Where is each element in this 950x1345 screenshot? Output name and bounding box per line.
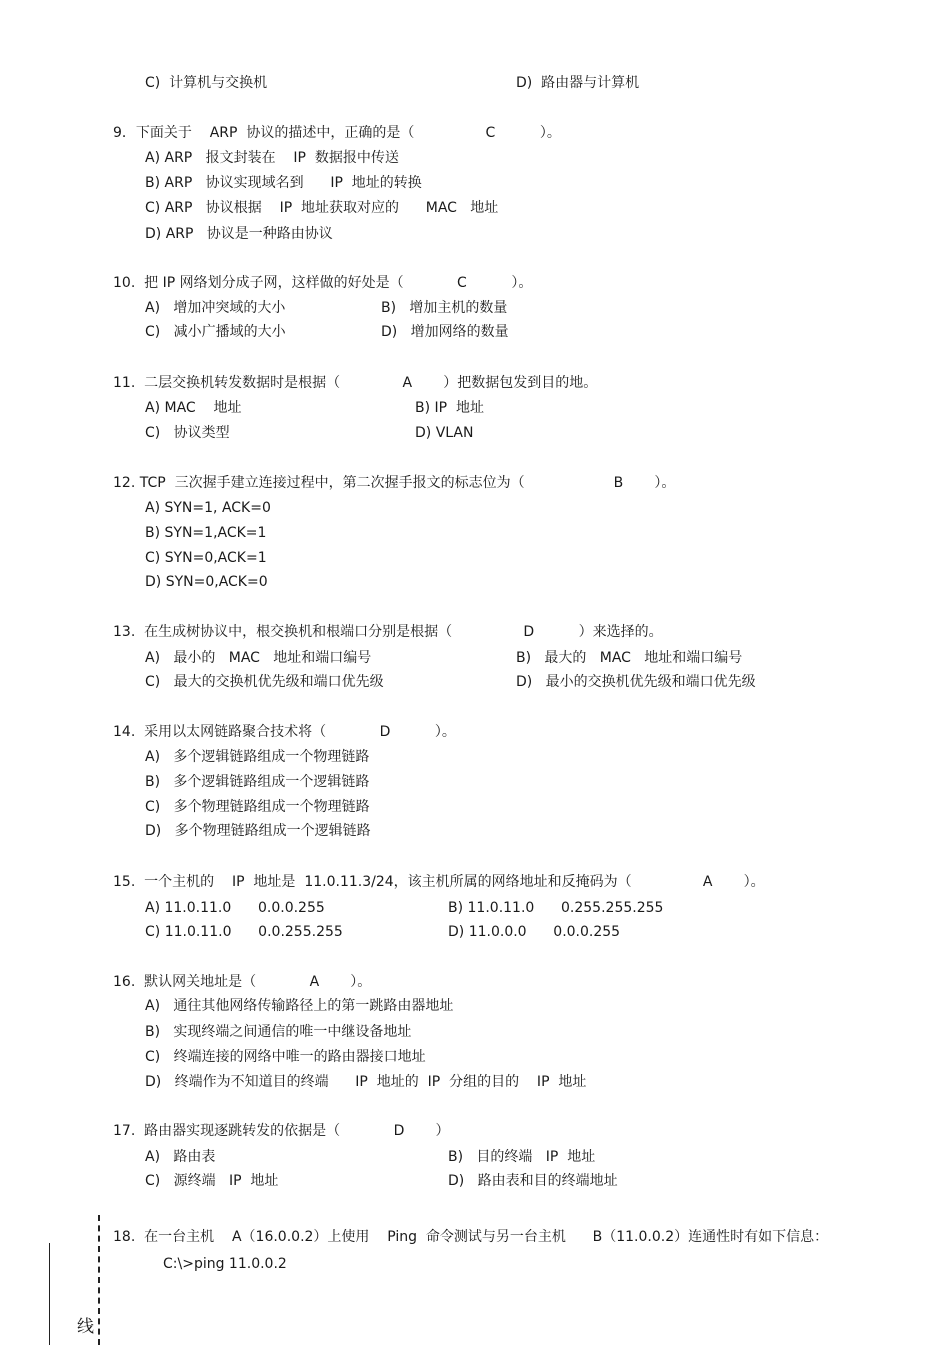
q8-option-c: C) 计算机与交换机 [145, 75, 268, 91]
q12-option-d: D) SYN=0,ACK=0 [145, 574, 268, 590]
q14-option-c: C) 多个物理链路组成一个物理链路 [145, 799, 370, 815]
q9-option-c: C) ARP 协议根据 IP 地址获取对应的 MAC 地址 [145, 200, 499, 216]
q10-stem: 10. 把 IP 网络划分成子网，这样做的好处是（ C ）。 [113, 275, 533, 291]
q14-option-b: B) 多个逻辑链路组成一个逻辑链路 [145, 774, 370, 790]
q13-option-a: A) 最小的 MAC 地址和端口编号 [145, 650, 372, 666]
q15-option-a: A) 11.0.11.0 0.0.0.255 [145, 900, 325, 916]
q17-option-d: D) 路由表和目的终端地址 [448, 1173, 618, 1189]
q13-option-d: D) 最小的交换机优先级和端口优先级 [516, 674, 756, 690]
q16-option-d: D) 终端作为不知道目的终端 IP 地址的 IP 分组的目的 IP 地址 [145, 1074, 587, 1090]
q17-option-a: A) 路由表 [145, 1149, 216, 1165]
q15-stem: 15. 一个主机的 IP 地址是 11.0.11.3/24，该主机所属的网络地址和反掩码为（ A ）。 [113, 874, 765, 890]
binding-cut-line [98, 1215, 100, 1345]
q11-option-d: D) VLAN [415, 425, 474, 441]
q10-option-b: B) 增加主机的数量 [381, 300, 508, 316]
q12-option-a: A) SYN=1, ACK=0 [145, 500, 271, 516]
q15-option-c: C) 11.0.11.0 0.0.255.255 [145, 924, 343, 940]
q18-stem: 18. 在一台主机 A（16.0.0.2）上使用 Ping 命令测试与另一台主机 B（11.0.0.2）连通性时有如下信息： [113, 1229, 829, 1245]
q14-stem: 14. 采用以太网链路聚合技术将（ D ）。 [113, 724, 456, 740]
q11-stem: 11. 二层交换机转发数据时是根据（ A ）把数据包发到目的地。 [113, 375, 598, 391]
q11-option-c: C) 协议类型 [145, 425, 230, 441]
q17-option-c: C) 源终端 IP 地址 [145, 1173, 279, 1189]
q8-option-d: D) 路由器与计算机 [516, 75, 640, 91]
q16-option-b: B) 实现终端之间通信的唯一中继设备地址 [145, 1024, 412, 1040]
q10-option-a: A) 增加冲突域的大小 [145, 300, 286, 316]
q14-option-a: A) 多个逻辑链路组成一个物理链路 [145, 749, 370, 765]
q12-option-b: B) SYN=1,ACK=1 [145, 525, 267, 541]
q17-stem: 17. 路由器实现逐跳转发的依据是（ D ） [113, 1123, 450, 1139]
q12-stem: 12. TCP 三次握手建立连接过程中，第二次握手报文的标志位为（ B ）。 [113, 475, 676, 491]
q13-option-b: B) 最大的 MAC 地址和端口编号 [516, 650, 743, 666]
q14-option-d: D) 多个物理链路组成一个逻辑链路 [145, 823, 371, 839]
q9-stem: 9．下面关于 ARP 协议的描述中，正确的是（ C ）。 [113, 125, 561, 141]
q15-option-b: B) 11.0.11.0 0.255.255.255 [448, 900, 664, 916]
binding-margin-line [49, 1243, 50, 1345]
q13-stem: 13. 在生成树协议中，根交换机和根端口分别是根据（ D ）来选择的。 [113, 624, 663, 640]
q13-option-c: C) 最大的交换机优先级和端口优先级 [145, 674, 384, 690]
q9-option-b: B) ARP 协议实现域名到 IP 地址的转换 [145, 175, 422, 191]
q16-option-a: A) 通往其他网络传输路径上的第一跳路由器地址 [145, 998, 454, 1014]
q11-option-a: A) MAC 地址 [145, 400, 242, 416]
q18-command: C:\>ping 11.0.0.2 [163, 1256, 287, 1272]
q16-option-c: C) 终端连接的网络中唯一的路由器接口地址 [145, 1049, 426, 1065]
q10-option-c: C) 减小广播域的大小 [145, 324, 286, 340]
q16-stem: 16. 默认网关地址是（ A ）。 [113, 974, 372, 990]
q9-option-d: D) ARP 协议是一种路由协议 [145, 226, 333, 242]
q15-option-d: D) 11.0.0.0 0.0.0.255 [448, 924, 621, 940]
q12-option-c: C) SYN=0,ACK=1 [145, 550, 267, 566]
q17-option-b: B) 目的终端 IP 地址 [448, 1149, 596, 1165]
q11-option-b: B) IP 地址 [415, 400, 484, 416]
q10-option-d: D) 增加网络的数量 [381, 324, 509, 340]
binding-margin-char: 线 [77, 1317, 94, 1337]
q9-option-a: A) ARP 报文封装在 IP 数据报中传送 [145, 150, 399, 166]
